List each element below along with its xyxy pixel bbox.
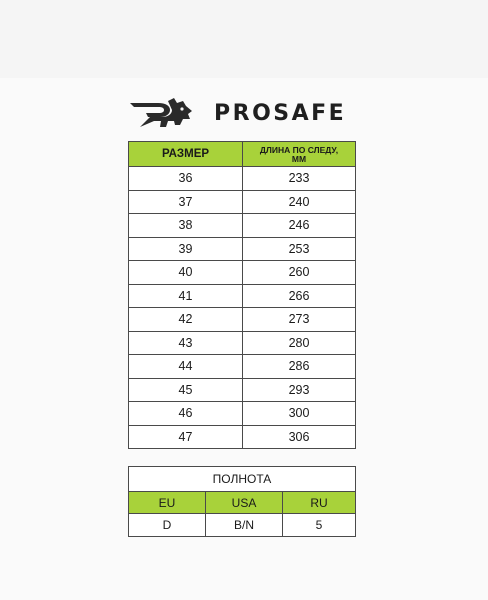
size-column-header: РАЗМЕР: [129, 142, 243, 167]
size-value: 36: [129, 167, 243, 191]
table-row: [129, 331, 356, 355]
length-value: 253: [243, 237, 356, 261]
table-row: [129, 284, 356, 308]
table-row: [129, 214, 356, 238]
size-value: 43: [129, 331, 243, 355]
width-value-row: [129, 514, 356, 537]
table-row: [129, 425, 356, 449]
length-value: 280: [243, 331, 356, 355]
size-value: 40: [129, 261, 243, 285]
width-value-ru: 5: [283, 514, 356, 537]
length-value: 266: [243, 284, 356, 308]
brand-logo: [128, 97, 346, 131]
size-value: 46: [129, 402, 243, 426]
table-row: [129, 308, 356, 332]
width-header-eu: EU: [129, 492, 206, 514]
size-chart-table: [128, 141, 356, 449]
length-column-header: [243, 142, 356, 167]
length-value: 240: [243, 190, 356, 214]
size-value: 47: [129, 425, 243, 449]
length-value: 293: [243, 378, 356, 402]
table-row: [129, 355, 356, 379]
width-header-ru: RU: [283, 492, 356, 514]
table-row: [129, 167, 356, 191]
width-table: [128, 466, 356, 537]
size-value: 44: [129, 355, 243, 379]
width-header-usa: USA: [206, 492, 283, 514]
rhino-icon: [128, 97, 194, 131]
width-header-row: [129, 492, 356, 514]
table-row: [129, 402, 356, 426]
length-value: 273: [243, 308, 356, 332]
size-chart-body: [129, 167, 356, 449]
table-row: [129, 261, 356, 285]
size-chart-header-row: [129, 142, 356, 167]
width-value-eu: D: [129, 514, 206, 537]
size-value: 39: [129, 237, 243, 261]
table-row: [129, 237, 356, 261]
length-value: 246: [243, 214, 356, 238]
length-value: 286: [243, 355, 356, 379]
length-value: 306: [243, 425, 356, 449]
size-value: 37: [129, 190, 243, 214]
table-row: [129, 190, 356, 214]
size-value: 42: [129, 308, 243, 332]
table-row: [129, 378, 356, 402]
length-value: 300: [243, 402, 356, 426]
length-header-line2: ММ: [291, 153, 307, 164]
size-value: 41: [129, 284, 243, 308]
length-value: 233: [243, 167, 356, 191]
width-table-title: ПОЛНОТА: [129, 467, 356, 492]
size-value: 45: [129, 378, 243, 402]
length-value: 260: [243, 261, 356, 285]
brand-name: PROSAFE: [214, 101, 347, 126]
length-header-line1: ДЛИНА ПО СЛЕДУ,: [259, 144, 339, 155]
size-value: 38: [129, 214, 243, 238]
width-value-usa: B/N: [206, 514, 283, 537]
